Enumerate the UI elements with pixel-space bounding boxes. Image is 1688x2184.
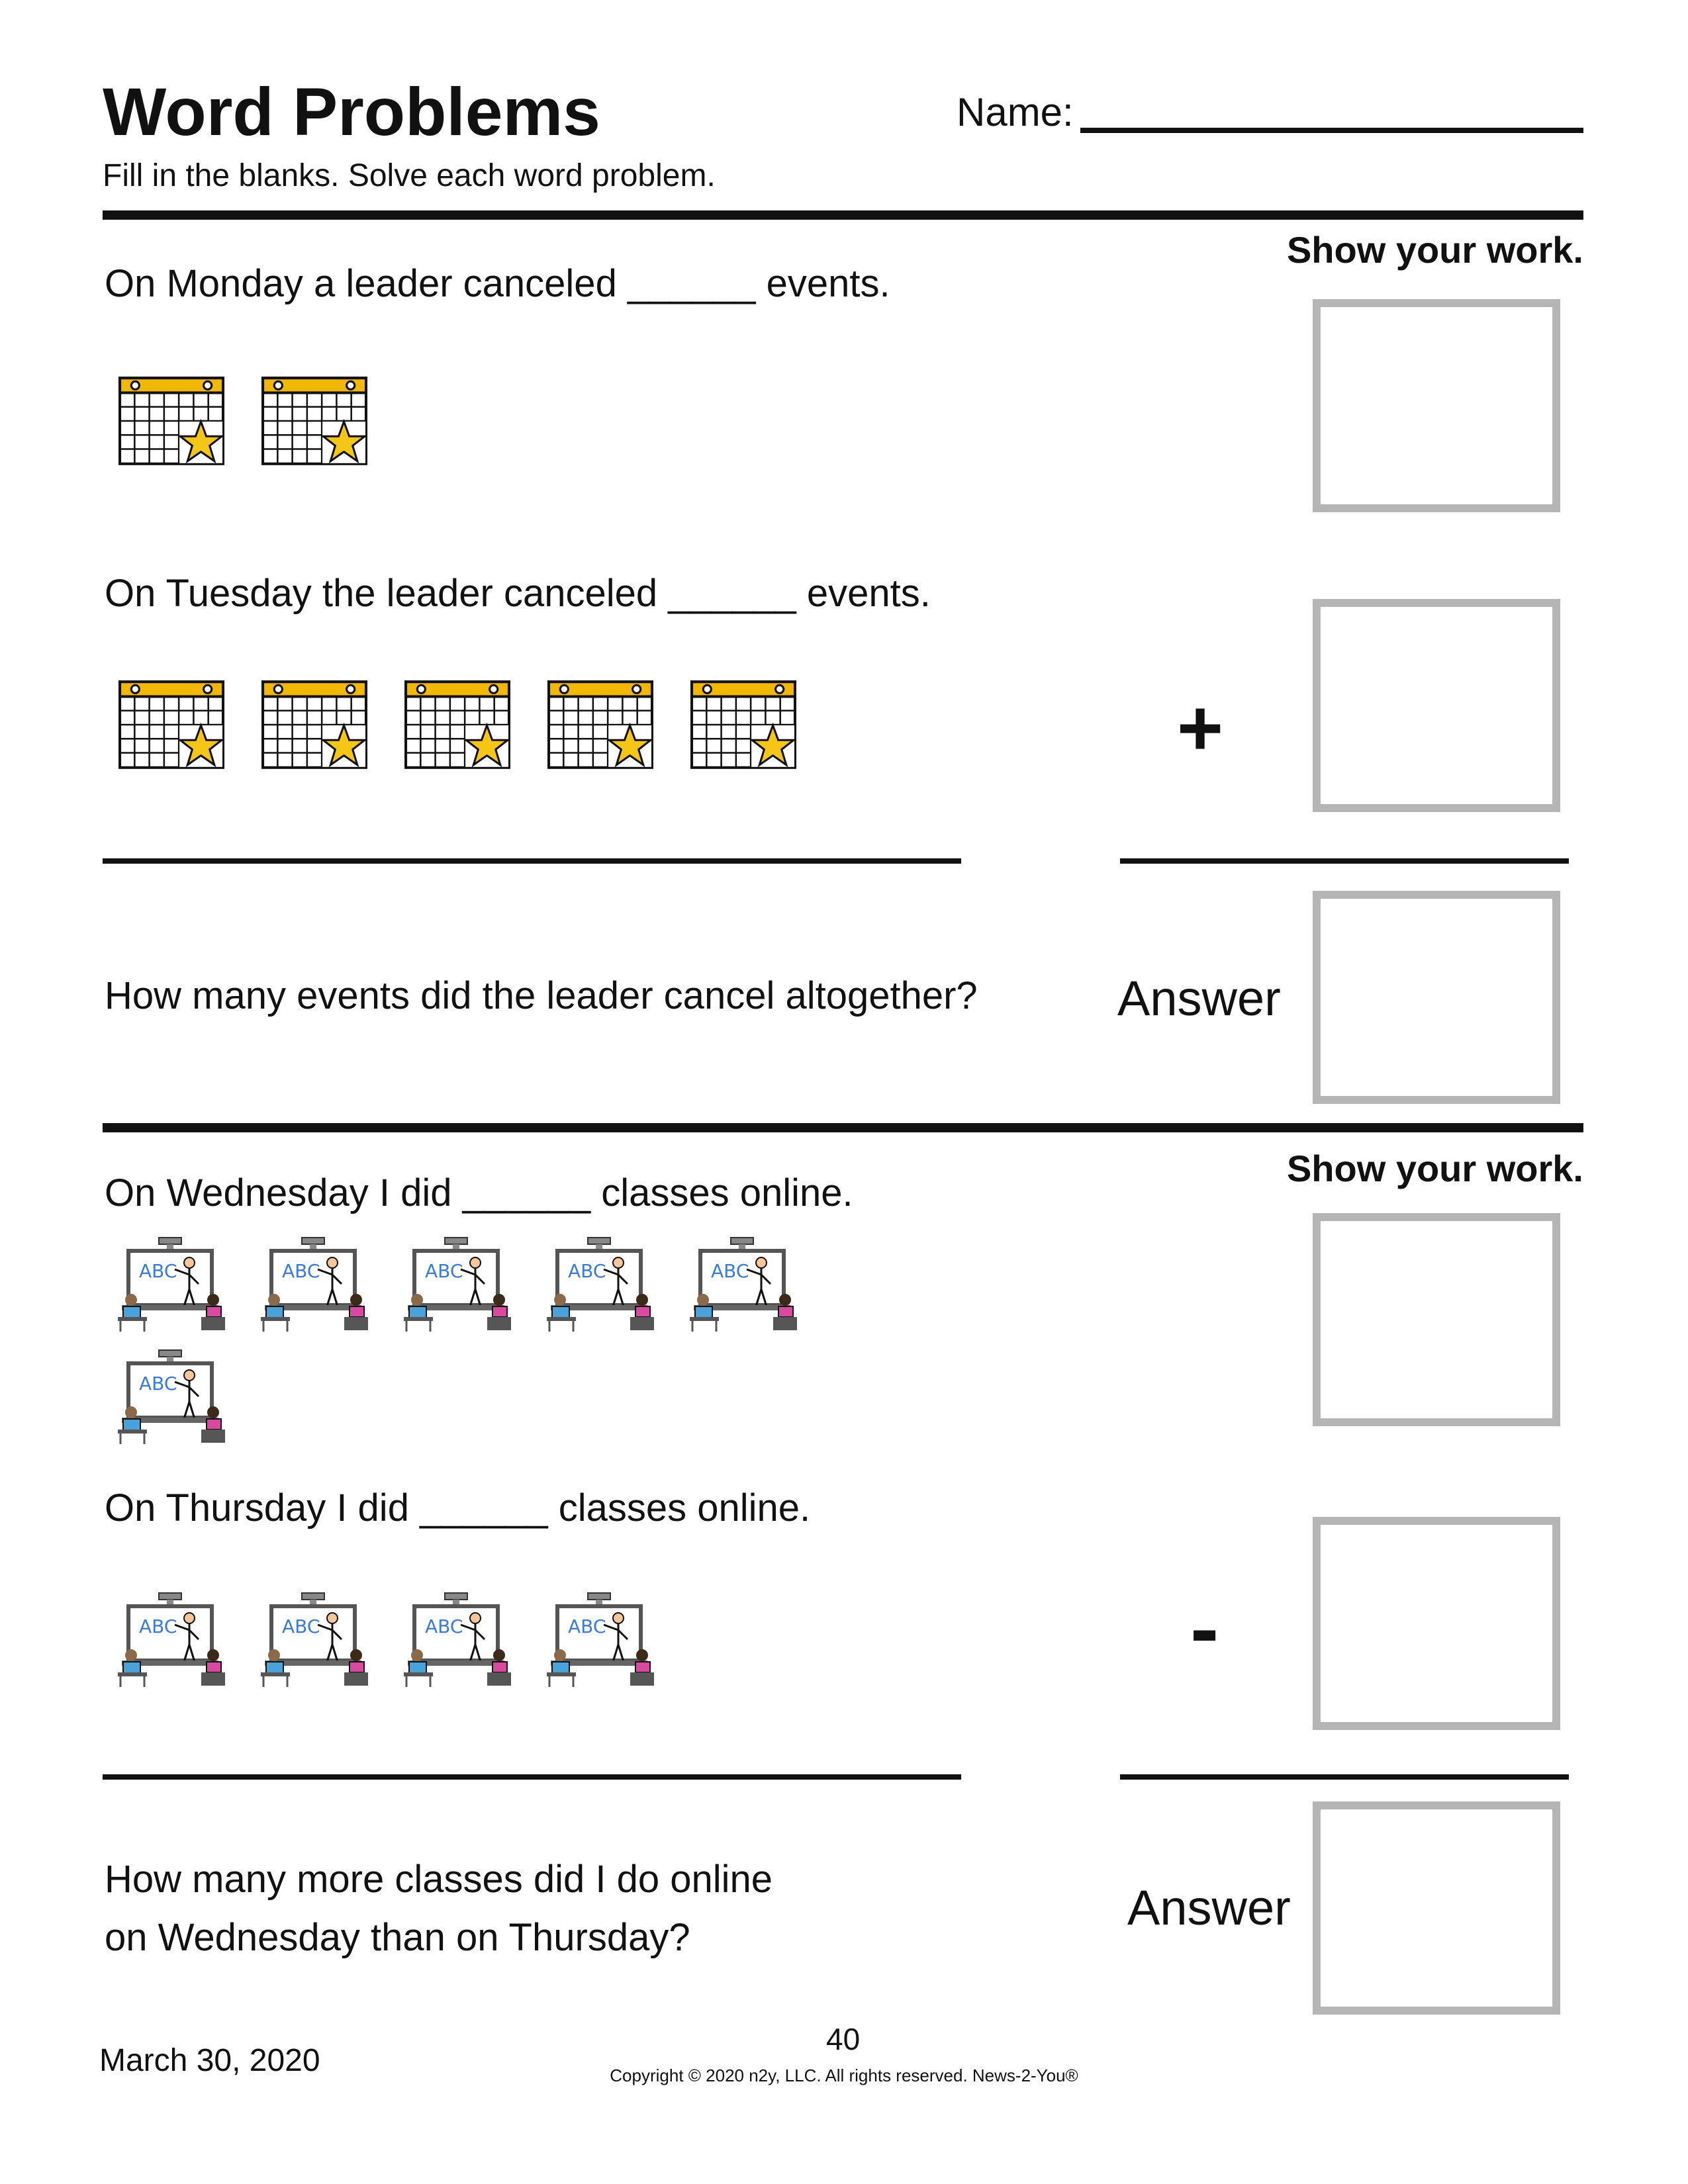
section1-right-rule [1120, 858, 1569, 864]
calendar-star-icon [404, 680, 511, 770]
section1-left-rule [103, 858, 961, 864]
plus-operator: + [1177, 684, 1224, 772]
name-label: Name: [957, 90, 1074, 134]
answer-label-2: Answer [1127, 1880, 1291, 1935]
online-class-icon [257, 1236, 369, 1333]
answer-box-2[interactable] [1313, 1801, 1560, 2015]
problem-line-tuesday: On Tuesday the leader canceled ______ events. [105, 572, 931, 615]
online-class-icon [543, 1236, 655, 1333]
section2-left-rule [103, 1774, 961, 1780]
calendar-star-icon [547, 680, 654, 770]
copyright: Copyright © 2020 n2y, LLC. All rights reserved. News-2-You® [610, 2066, 1078, 2085]
question-2-line-1: How many more classes did I do online [105, 1858, 773, 1901]
question-2 [105, 1850, 773, 1967]
section-divider [103, 1123, 1583, 1132]
problem-line-monday: On Monday a leader canceled ______ events. [105, 262, 890, 305]
calendar-star-icon [261, 680, 368, 770]
section2-right-rule [1120, 1774, 1569, 1780]
calendar-star-icon [261, 376, 368, 466]
minus-operator: - [1190, 1580, 1219, 1676]
calendar-star-icon [690, 680, 797, 770]
header-divider [103, 210, 1583, 220]
question-2-line-2: on Wednesday than on Thursday? [105, 1916, 690, 1959]
instructions: Fill in the blanks. Solve each word problem. [103, 158, 716, 193]
online-class-icon [257, 1592, 369, 1688]
work-box-4[interactable] [1313, 1517, 1560, 1730]
name-blank[interactable] [1080, 128, 1583, 133]
problem-line-wednesday: On Wednesday I did ______ classes online. [105, 1171, 853, 1214]
problem-line-thursday: On Thursday I did ______ classes online. [105, 1486, 811, 1529]
work-box-3[interactable] [1313, 1213, 1560, 1426]
work-box-1[interactable] [1313, 299, 1560, 512]
online-class-icon [686, 1236, 798, 1333]
work-box-2[interactable] [1313, 599, 1560, 812]
online-class-icon [543, 1592, 655, 1688]
show-work-label: Show your work. [1286, 229, 1583, 271]
online-class-icon [400, 1236, 512, 1333]
online-class-icon [114, 1592, 226, 1688]
online-class-icon [114, 1349, 226, 1445]
calendar-star-icon [118, 376, 225, 466]
date: March 30, 2020 [99, 2043, 320, 2078]
page-number: 40 [826, 2022, 861, 2056]
page-title: Word Problems [103, 74, 600, 150]
question-1: How many events did the leader cancel altogether? [105, 974, 978, 1017]
answer-label-1: Answer [1117, 971, 1281, 1026]
online-class-icon [400, 1592, 512, 1688]
calendar-star-icon [118, 680, 225, 770]
answer-box-1[interactable] [1313, 891, 1560, 1104]
show-work-label-2: Show your work. [1286, 1148, 1583, 1189]
online-class-icon [114, 1236, 226, 1333]
